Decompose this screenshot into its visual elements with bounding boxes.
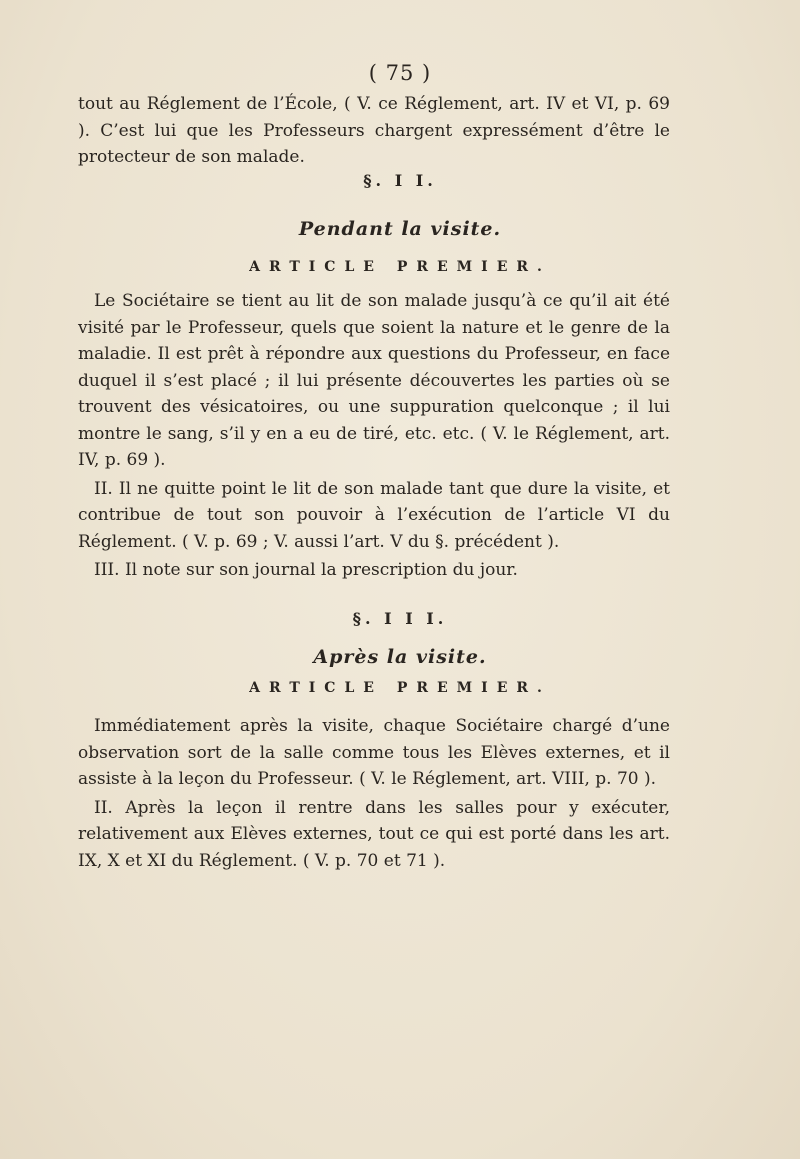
section-2-article-1: Le Sociétaire se tient au lit de son malade jusqu’à ce qu’il ait été visité par le Professeur, quels que soient la nature et le genre de la maladie. Il est prêt à répondre aux questions du Professeur, en face duquel il s’est placé ; il lui présente découvertes les parties où se trouvent des vésicatoires, ou une suppuration quelconque ; il lui montre le sang, s’il y en a eu de tiré, etc. etc. ( V. le Réglement, art. IV, p. 69 ). <box>78 291 670 470</box>
intro-paragraph <box>78 91 670 171</box>
page-number: ( 75 ) <box>368 61 432 85</box>
section-2-body <box>78 288 670 584</box>
section-3-number: §. I I I. <box>352 609 448 628</box>
section-3-article-2: II. Après la leçon il rentre dans les salles pour y exécuter, relativement aux Elèves externes, tout ce qui est porté dans les art. IX, X et XI du Réglement. ( V. p. 70 et 71 ). <box>78 797 670 871</box>
section-2-article-2: II. Il ne quitte point le lit de son malade tant que dure la visite, et contribue de tout son pouvoir à l’exécution de l’article VI du Réglement. ( V. p. 69 ; V. aussi l’art. V du §. précédent ). <box>78 478 670 552</box>
section-2-article-heading: ARTICLE PREMIER. <box>249 259 551 275</box>
section-3-article-1: Immédiatement après la visite, chaque Sociétaire chargé d’une observation sort de la salle comme tous les Elèves externes, et il assiste à la leçon du Professeur. ( V. le Réglement, art. VIII, p. 70 ). <box>78 716 670 789</box>
section-3-body <box>78 713 670 874</box>
section-2-number: §. I I. <box>363 171 437 190</box>
section-2-article-3: III. Il note sur son journal la prescription du jour. <box>94 560 518 580</box>
section-2-title: Pendant la visite. <box>298 218 502 240</box>
section-3-article-heading: ARTICLE PREMIER. <box>249 680 551 696</box>
intro-text: tout au Réglement de l’École, ( V. ce Réglement, art. IV et VI, p. 69 ). C’est lui que les Professeurs chargent expressément d’être le protecteur de son malade. <box>78 94 670 167</box>
section-3-title: Après la visite. <box>313 646 487 668</box>
